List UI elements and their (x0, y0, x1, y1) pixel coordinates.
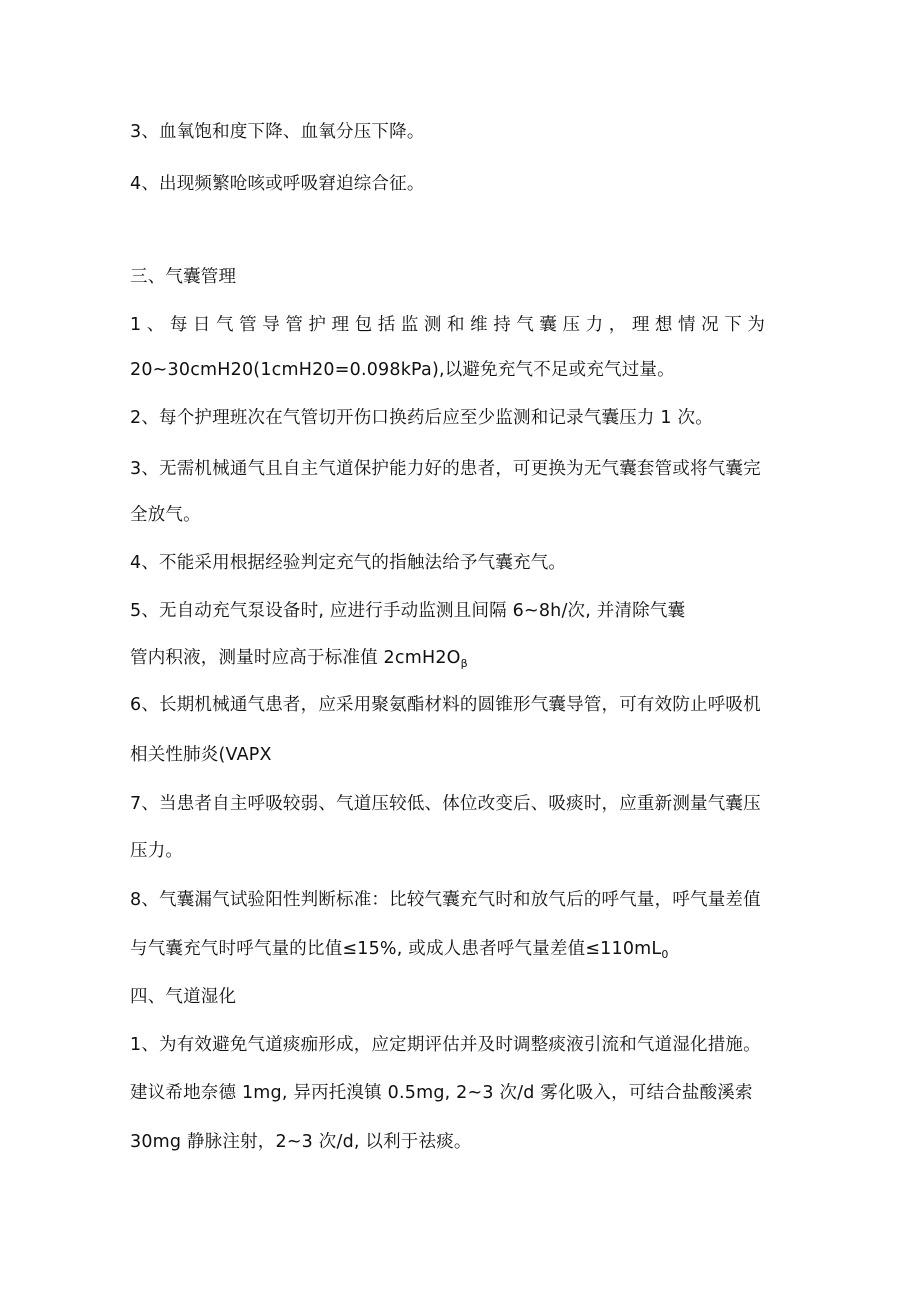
text-line: 5、无自动充气泵设备时, 应进行手动监测且间隔 6~8h/次, 并清除气囊 (130, 601, 686, 621)
text-line: 1、为有效避免气道痰痂形成，应定期评估并及时调整痰液引流和气道湿化措施。 (130, 1035, 761, 1055)
text-line: 相关性肺炎(VAPX (130, 745, 272, 765)
section-heading: 三、气囊管理 (130, 267, 237, 287)
text-line: 3、血氧饱和度下降、血氧分压下降。 (130, 122, 425, 142)
text-line-with-subscript (130, 646, 468, 676)
subscript: 0 (661, 948, 669, 961)
text-line: 20~30cmH20(1cmH20=0.098kPa),以避免充气不足或充气过量。 (130, 360, 675, 380)
text-line: 1、每日气管导管护理包括监测和维持气囊压力，理想情况下为 (130, 315, 771, 335)
text-line-with-subscript (130, 937, 669, 967)
text-line: 30mg 静脉注射，2~3 次/d, 以利于祛痰。 (130, 1132, 472, 1152)
text-line: 4、出现频繁呛咳或呼吸窘迫综合征。 (130, 174, 425, 194)
text-line: 2、每个护理班次在气管切开伤口换药后应至少监测和记录气囊压力 1 次。 (130, 408, 713, 428)
text-line: 3、无需机械通气且自主气道保护能力好的患者，可更换为无气囊套管或将气囊完 (130, 459, 761, 479)
subscript: β (460, 657, 468, 670)
text-line: 7、当患者自主呼吸较弱、气道压较低、体位改变后、吸痰时，应重新测量气囊压 (130, 794, 761, 814)
text-line: 压力。 (130, 841, 184, 861)
text-line: 6、长期机械通气患者，应采用聚氨酯材料的圆锥形气囊导管，可有效防止呼吸机 (130, 695, 761, 715)
text-span: 管内积液，测量时应高于标准值 2cmH2O (130, 648, 461, 668)
text-line: 全放气。 (130, 505, 201, 525)
text-line: 4、不能采用根据经验判定充气的指触法给予气囊充气。 (130, 553, 567, 573)
text-line: 建议希地奈德 1mg, 异丙托溴镇 0.5mg, 2~3 次/d 雾化吸入，可结合盐酸溪索 (130, 1083, 753, 1103)
text-span: 与气囊充气时呼气量的比值≤15%, 或成人患者呼气量差值≤110mL (130, 939, 662, 959)
section-heading: 四、气道湿化 (130, 987, 237, 1007)
text-line: 8、气囊漏气试验阳性判断标准：比较气囊充气时和放气后的呼气量，呼气量差值 (130, 890, 761, 910)
